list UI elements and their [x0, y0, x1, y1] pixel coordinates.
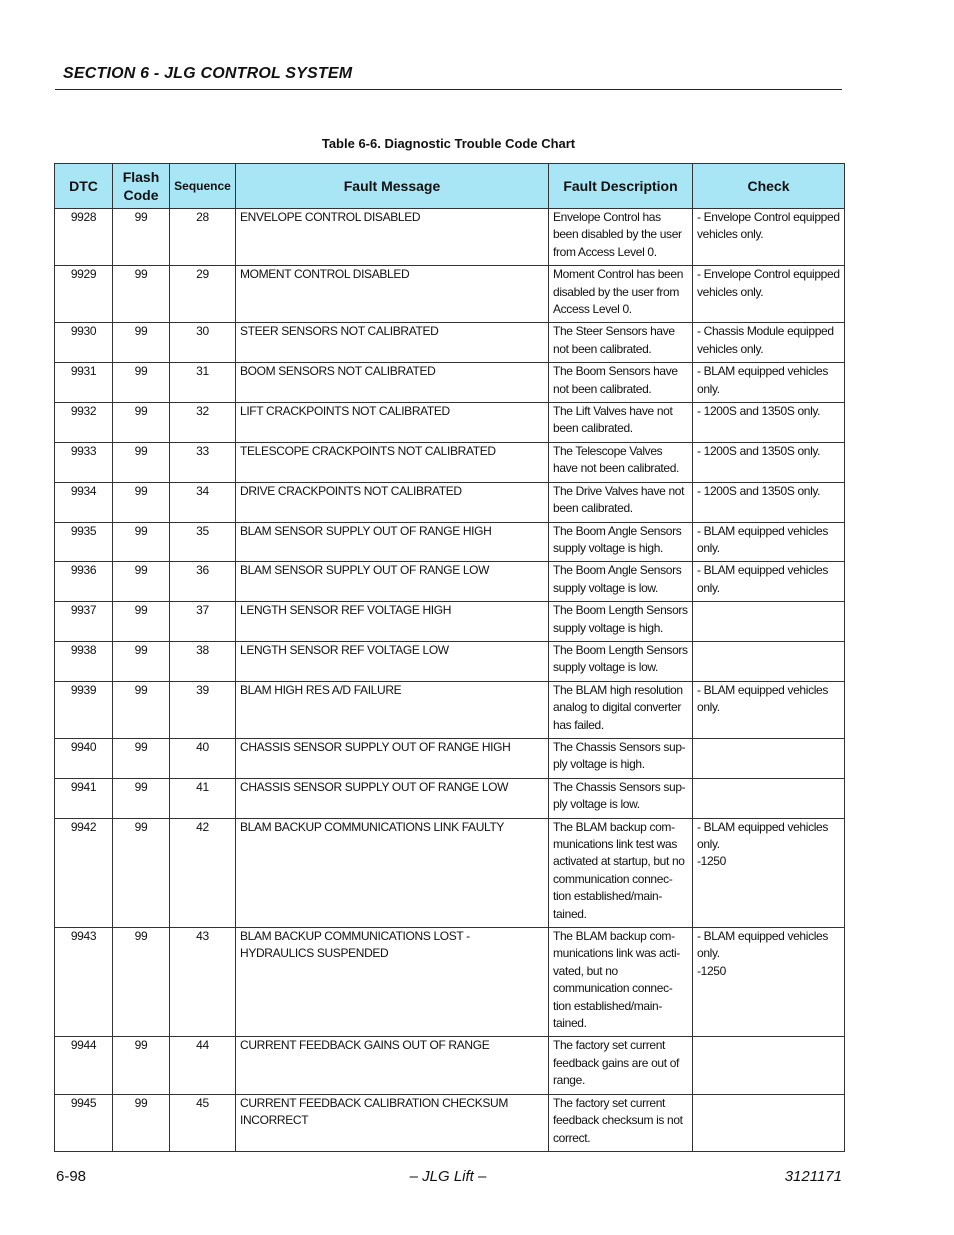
cell-fault-description: The factory set current feedback checksum is not correct.: [549, 1094, 693, 1151]
cell-check: - 1200S and 1350S only.: [693, 442, 845, 482]
column-header-dtc: DTC: [55, 164, 113, 209]
cell-check: [693, 602, 845, 642]
cell-flash-code: 99: [113, 562, 170, 602]
cell-flash-code: 99: [113, 641, 170, 681]
cell-fault-message: MOMENT CONTROL DISABLED: [236, 266, 549, 323]
cell-fault-description: The Boom Length Sensors supply voltage is low.: [549, 641, 693, 681]
cell-flash-code: 99: [113, 778, 170, 818]
cell-flash-code: 99: [113, 363, 170, 403]
cell-fault-description: The Boom Length Sensors supply voltage is high.: [549, 602, 693, 642]
column-header-fault-message: Fault Message: [236, 164, 549, 209]
cell-sequence: 41: [170, 778, 236, 818]
table-row: [55, 323, 845, 363]
table-row: [55, 522, 845, 562]
cell-flash-code: 99: [113, 266, 170, 323]
cell-check: - Envelope Control equipped vehicles only.: [693, 209, 845, 266]
diagnostic-trouble-code-table: [54, 163, 845, 1152]
cell-fault-description: The factory set current feedback gains are out of range.: [549, 1037, 693, 1094]
cell-fault-message: CHASSIS SENSOR SUPPLY OUT OF RANGE LOW: [236, 778, 549, 818]
cell-sequence: 35: [170, 522, 236, 562]
table-row: [55, 1094, 845, 1151]
cell-dtc: 9932: [55, 403, 113, 443]
cell-fault-message: STEER SENSORS NOT CALIBRATED: [236, 323, 549, 363]
cell-sequence: 31: [170, 363, 236, 403]
table-row: [55, 641, 845, 681]
cell-sequence: 40: [170, 738, 236, 778]
cell-fault-description: The Drive Valves have not been calibrated.: [549, 482, 693, 522]
document-number: 3121171: [784, 1168, 842, 1185]
cell-check: [693, 641, 845, 681]
section-title: SECTION 6 - JLG CONTROL SYSTEM: [63, 65, 353, 82]
cell-check: - 1200S and 1350S only.: [693, 482, 845, 522]
cell-sequence: 32: [170, 403, 236, 443]
cell-sequence: 36: [170, 562, 236, 602]
table-row: [55, 602, 845, 642]
cell-fault-description: Moment Control has been disabled by the user from Access Level 0.: [549, 266, 693, 323]
table-body: [55, 209, 845, 1152]
table-row: [55, 266, 845, 323]
cell-check: - BLAM equipped vehicles only. -1250: [693, 818, 845, 927]
cell-fault-message: CURRENT FEEDBACK GAINS OUT OF RANGE: [236, 1037, 549, 1094]
table-row: [55, 562, 845, 602]
cell-fault-message: BLAM BACKUP COMMUNICATIONS LOST - HYDRAULICS SUSPENDED: [236, 928, 549, 1037]
cell-flash-code: 99: [113, 1037, 170, 1094]
cell-check: - BLAM equipped vehicles only.: [693, 681, 845, 738]
cell-fault-message: CURRENT FEEDBACK CALIBRATION CHECKSUM INCORRECT: [236, 1094, 549, 1151]
cell-dtc: 9944: [55, 1037, 113, 1094]
cell-dtc: 9930: [55, 323, 113, 363]
cell-flash-code: 99: [113, 681, 170, 738]
cell-flash-code: 99: [113, 482, 170, 522]
cell-sequence: 37: [170, 602, 236, 642]
cell-sequence: 43: [170, 928, 236, 1037]
cell-dtc: 9942: [55, 818, 113, 927]
table-row: [55, 738, 845, 778]
cell-sequence: 39: [170, 681, 236, 738]
cell-sequence: 45: [170, 1094, 236, 1151]
header-divider: [55, 89, 842, 90]
cell-check: - BLAM equipped vehicles only.: [693, 562, 845, 602]
cell-fault-description: The Chassis Sensors sup-ply voltage is low.: [549, 778, 693, 818]
cell-flash-code: 99: [113, 323, 170, 363]
cell-flash-code: 99: [113, 1094, 170, 1151]
cell-fault-description: The Telescope Valves have not been calibrated.: [549, 442, 693, 482]
cell-dtc: 9934: [55, 482, 113, 522]
cell-dtc: 9939: [55, 681, 113, 738]
cell-dtc: 9935: [55, 522, 113, 562]
cell-fault-description: The Boom Angle Sensors supply voltage is low.: [549, 562, 693, 602]
cell-sequence: 34: [170, 482, 236, 522]
cell-flash-code: 99: [113, 442, 170, 482]
cell-fault-message: ENVELOPE CONTROL DISABLED: [236, 209, 549, 266]
table-row: [55, 482, 845, 522]
table-row: [55, 403, 845, 443]
cell-fault-description: The Lift Valves have not been calibrated.: [549, 403, 693, 443]
column-header-flash-code: Flash Code: [113, 164, 170, 209]
cell-sequence: 44: [170, 1037, 236, 1094]
cell-fault-message: DRIVE CRACKPOINTS NOT CALIBRATED: [236, 482, 549, 522]
cell-fault-message: BOOM SENSORS NOT CALIBRATED: [236, 363, 549, 403]
cell-dtc: 9938: [55, 641, 113, 681]
cell-dtc: 9937: [55, 602, 113, 642]
cell-fault-message: BLAM HIGH RES A/D FAILURE: [236, 681, 549, 738]
cell-flash-code: 99: [113, 818, 170, 927]
cell-fault-description: The Boom Sensors have not been calibrated.: [549, 363, 693, 403]
cell-check: - 1200S and 1350S only.: [693, 403, 845, 443]
cell-fault-description: The BLAM high resolution analog to digital converter has failed.: [549, 681, 693, 738]
cell-sequence: 29: [170, 266, 236, 323]
cell-fault-description: The BLAM backup com-munications link test was activated at startup, but no communication connec-tion established/main-tained.: [549, 818, 693, 927]
cell-fault-description: Envelope Control has been disabled by the user from Access Level 0.: [549, 209, 693, 266]
cell-check: - BLAM equipped vehicles only.: [693, 363, 845, 403]
cell-dtc: 9928: [55, 209, 113, 266]
cell-sequence: 33: [170, 442, 236, 482]
cell-flash-code: 99: [113, 209, 170, 266]
column-header-fault-description: Fault Description: [549, 164, 693, 209]
cell-dtc: 9936: [55, 562, 113, 602]
cell-sequence: 38: [170, 641, 236, 681]
cell-dtc: 9933: [55, 442, 113, 482]
cell-check: [693, 778, 845, 818]
cell-check: - Envelope Control equipped vehicles only.: [693, 266, 845, 323]
cell-flash-code: 99: [113, 602, 170, 642]
cell-fault-message: BLAM BACKUP COMMUNICATIONS LINK FAULTY: [236, 818, 549, 927]
cell-dtc: 9940: [55, 738, 113, 778]
cell-fault-message: TELESCOPE CRACKPOINTS NOT CALIBRATED: [236, 442, 549, 482]
table-row: [55, 681, 845, 738]
cell-check: - BLAM equipped vehicles only.: [693, 522, 845, 562]
cell-fault-description: The Chassis Sensors sup-ply voltage is high.: [549, 738, 693, 778]
cell-check: - Chassis Module equipped vehicles only.: [693, 323, 845, 363]
cell-fault-message: LIFT CRACKPOINTS NOT CALIBRATED: [236, 403, 549, 443]
table-row: [55, 209, 845, 266]
cell-dtc: 9943: [55, 928, 113, 1037]
cell-fault-description: The Boom Angle Sensors supply voltage is high.: [549, 522, 693, 562]
cell-dtc: 9931: [55, 363, 113, 403]
cell-fault-description: The Steer Sensors have not been calibrated.: [549, 323, 693, 363]
table-caption: Table 6-6. Diagnostic Trouble Code Chart: [321, 136, 576, 151]
cell-flash-code: 99: [113, 403, 170, 443]
cell-sequence: 30: [170, 323, 236, 363]
column-header-check: Check: [693, 164, 845, 209]
cell-dtc: 9945: [55, 1094, 113, 1151]
table-row: [55, 442, 845, 482]
cell-sequence: 42: [170, 818, 236, 927]
table-row: [55, 778, 845, 818]
footer-brand: – JLG Lift –: [409, 1168, 487, 1185]
cell-dtc: 9941: [55, 778, 113, 818]
table-row: [55, 928, 845, 1037]
cell-check: [693, 1094, 845, 1151]
cell-sequence: 28: [170, 209, 236, 266]
table-row: [55, 818, 845, 927]
cell-flash-code: 99: [113, 928, 170, 1037]
cell-flash-code: 99: [113, 738, 170, 778]
cell-check: [693, 738, 845, 778]
table-row: [55, 1037, 845, 1094]
cell-dtc: 9929: [55, 266, 113, 323]
page-number: 6-98: [56, 1168, 87, 1185]
cell-flash-code: 99: [113, 522, 170, 562]
cell-fault-message: CHASSIS SENSOR SUPPLY OUT OF RANGE HIGH: [236, 738, 549, 778]
cell-fault-message: LENGTH SENSOR REF VOLTAGE HIGH: [236, 602, 549, 642]
cell-fault-message: LENGTH SENSOR REF VOLTAGE LOW: [236, 641, 549, 681]
cell-check: - BLAM equipped vehicles only. -1250: [693, 928, 845, 1037]
cell-fault-message: BLAM SENSOR SUPPLY OUT OF RANGE HIGH: [236, 522, 549, 562]
column-header-sequence: Sequence: [170, 164, 236, 209]
table-row: [55, 363, 845, 403]
table-header-row: [55, 164, 845, 209]
cell-fault-description: The BLAM backup com-munications link was acti-vated, but no communication connec-tion established/main-tained.: [549, 928, 693, 1037]
cell-fault-message: BLAM SENSOR SUPPLY OUT OF RANGE LOW: [236, 562, 549, 602]
cell-check: [693, 1037, 845, 1094]
